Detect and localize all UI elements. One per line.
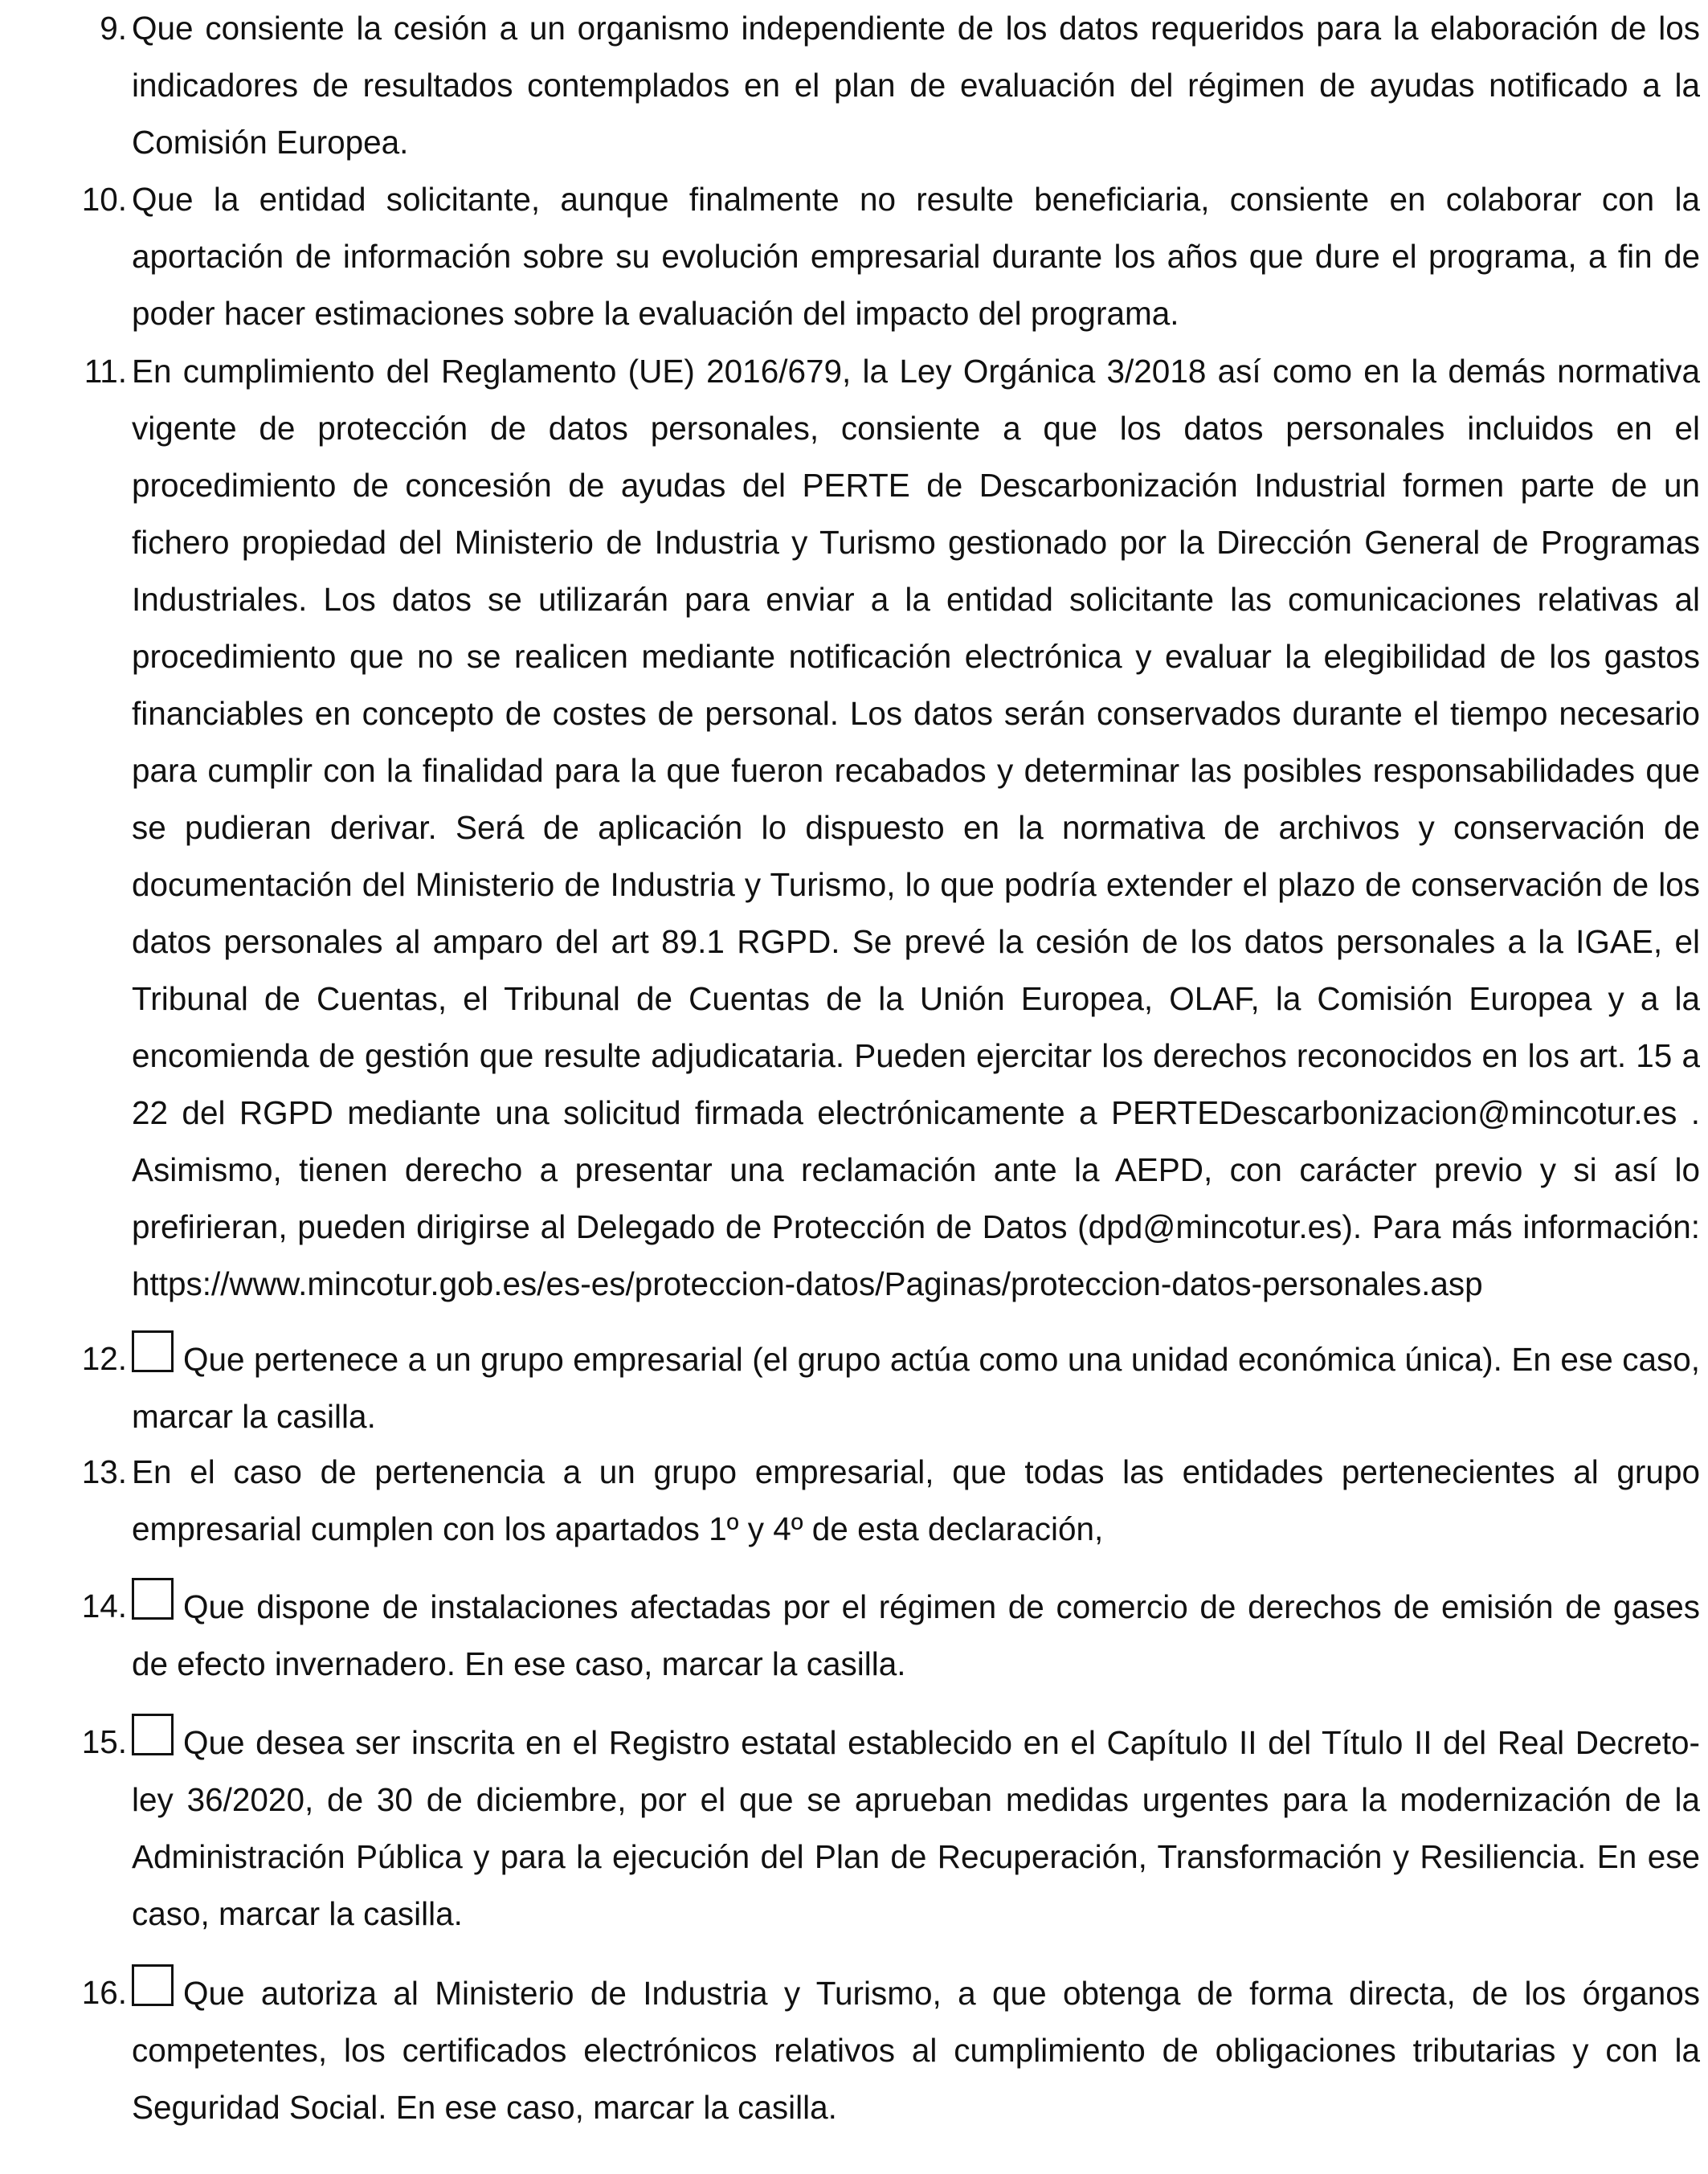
group-membership-checkbox[interactable] [132, 1330, 174, 1372]
list-item-16 [71, 1964, 1700, 2136]
item-text: Que desea ser inscrita en el Registro estatal establecido en el Capítulo II del Título II del Real Decreto-ley 36/2020, de 30 de diciembre, por el que se aprueban medidas urgentes para la modernización de la Administración Pública y para la ejecución del Plan de Recuperación, Transformación y Resiliencia. En ese caso, marcar la casilla. [132, 1724, 1700, 1932]
list-item-13 [71, 1444, 1700, 1558]
item-body [132, 1330, 1700, 1445]
item-body [132, 1714, 1700, 1943]
certificates-authorization-checkbox[interactable] [132, 1964, 174, 2006]
item-text: En cumplimiento del Reglamento (UE) 2016/679, la Ley Orgánica 3/2018 así como en la demás normativa vigente de protección de datos personales, consiente a que los datos personales incluidos en el procedimiento de concesión de ayudas del PERTE de Descarbonización Industrial formen parte de un fichero propiedad del Ministerio de Industria y Turismo gestionado por la Dirección General de Programas Industriales. Los datos se utilizarán para enviar a la entidad solicitante las comunicaciones relativas al procedimiento que no se realicen mediante notificación electrónica y evaluar la elegibilidad de los gastos financiables en concepto de costes de personal. Los datos serán conservados durante el tiempo necesario para cumplir con la finalidad para la que fueron recabados y determinar las posibles responsabilidades que se pudieran derivar. Será de aplicación lo dispuesto en la normativa de archivos y conservación de documentación del Ministerio de Industria y Turismo, lo que podría extender el plazo de conservación de los datos personales al amparo del art 89.1 RGPD. Se prevé la cesión de los datos personales a la IGAE, el Tribunal de Cuentas, el Tribunal de Cuentas de la Unión Europea, OLAF, la Comisión Europea y a la encomienda de gestión que resulte adjudicataria. Pueden ejercitar los derechos reconocidos en los art. 15 a 22 del RGPD mediante una solicitud firmada electrónicamente a PERTEDescarbonizacion@mincotur.es . Asimismo, tienen derecho a presentar una reclamación ante la AEPD, con carácter previo y si así lo prefirieran, pueden dirigirse al Delegado de Protección de Datos (dpd@mincotur.es). Para más información: https://www.mincotur.gob.es/es-es/proteccion-datos/Paginas/proteccion-datos-personales.asp [132, 353, 1700, 1302]
list-item-9 [71, 0, 1700, 171]
item-number: 16. [81, 1974, 127, 2011]
item-text: Que la entidad solicitante, aunque finalmente no resulte beneficiaria, consiente en colaborar con la aportación de información sobre su evolución empresarial durante los años que dure el programa, a fin de poder hacer estimaciones sobre la evaluación del impacto del programa. [132, 181, 1700, 332]
item-number: 15. [81, 1723, 127, 1760]
item-body [132, 1964, 1700, 2136]
item-number: 9. [100, 10, 127, 47]
item-number: 11. [84, 353, 127, 390]
item-number: 12. [81, 1340, 127, 1377]
state-registry-checkbox[interactable] [132, 1714, 174, 1755]
item-text: Que pertenece a un grupo empresarial (el grupo actúa como una unidad económica única). En ese caso, marcar la casilla. [132, 1341, 1700, 1435]
item-number: 13. [81, 1453, 127, 1490]
item-body [132, 1578, 1700, 1693]
list-item-14 [71, 1578, 1700, 1693]
item-number: 14. [81, 1588, 127, 1624]
list-item-15 [71, 1714, 1700, 1943]
item-text: Que autoriza al Ministerio de Industria y Turismo, a que obtenga de forma directa, de los órganos competentes, los certificados electrónicos relativos al cumplimiento de obligaciones tributarias y con la Seguridad Social. En ese caso, marcar la casilla. [132, 1975, 1700, 2126]
item-text: Que consiente la cesión a un organismo independiente de los datos requeridos para la elaboración de los indicadores de resultados contemplados en el plan de evaluación del régimen de ayudas notificado a la Comisión Europea. [132, 10, 1700, 161]
item-text: En el caso de pertenencia a un grupo empresarial, que todas las entidades pertenecientes al grupo empresarial cumplen con los apartados 1º y 4º de esta declaración, [132, 1453, 1700, 1547]
emissions-installations-checkbox[interactable] [132, 1578, 174, 1620]
item-text: Que dispone de instalaciones afectadas por el régimen de comercio de derechos de emisión de gases de efecto invernadero. En ese caso, marcar la casilla. [132, 1588, 1700, 1682]
list-item-10 [71, 171, 1700, 342]
list-item-11 [71, 343, 1700, 1313]
item-number: 10. [81, 181, 127, 218]
list-item-12 [71, 1330, 1700, 1445]
